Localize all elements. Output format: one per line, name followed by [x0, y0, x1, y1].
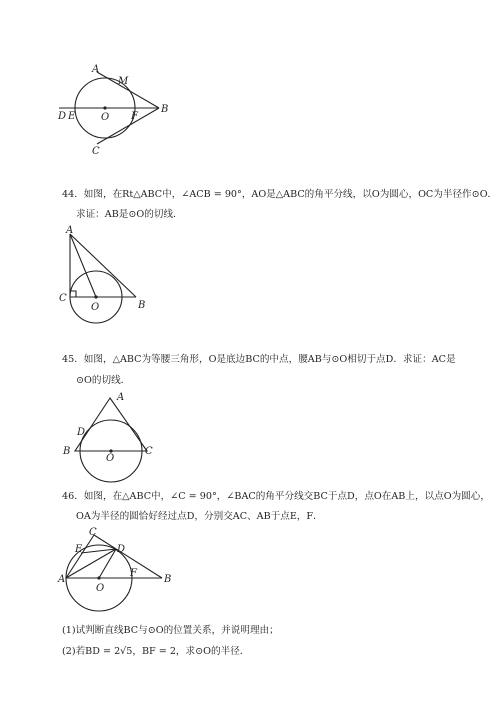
fig46-label-C: C [89, 527, 97, 538]
fig46-label-D: D [117, 544, 126, 555]
fig43-label-B: B [161, 104, 169, 115]
fig45-label-C: C [145, 446, 153, 457]
figure-46 [58, 524, 173, 604]
fig43-label-E: E [68, 111, 76, 122]
fig43-label-A: A [92, 64, 100, 75]
fig46-label-E: E [75, 544, 83, 555]
fig46-label-B: B [164, 574, 172, 585]
q46-line-2: OA为半径的圆恰好经过点D，分别交AC、AB于点E，F． [76, 511, 323, 522]
q44-line-1: 44．如图，在Rt△ABC中，∠ACB = 90°，AO是△ABC的角平分线，以O为圆心，OC为半径作⊙O． [62, 189, 498, 200]
fig43-label-O: O [101, 112, 110, 123]
q45-line-1: 45．如图，△ABC为等腰三角形，O是底边BC的中点，腰AB与⊙O相切于点D．求证：AC是 [62, 354, 456, 365]
figure-45 [60, 390, 160, 470]
fig46-bisector-AD [66, 549, 116, 578]
fig46-label-O: O [96, 583, 105, 594]
fig45-triangle [75, 398, 147, 451]
figure-43 [55, 58, 185, 158]
fig46-label-A: A [58, 574, 66, 585]
fig46-center-dot [97, 576, 100, 579]
fig45-label-A: A [117, 392, 125, 403]
fig43-label-F: F [131, 111, 138, 122]
fig43-label-C: C [92, 146, 100, 157]
figure-44 [58, 224, 158, 329]
fig46-label-F: F [130, 568, 137, 579]
fig43-label-M: M [118, 76, 129, 87]
fig44-label-A: A [66, 225, 74, 236]
fig43-center-dot [103, 106, 106, 109]
q45-line-2: ⊙O的切线． [76, 375, 131, 386]
fig45-label-B: B [63, 446, 71, 457]
fig45-label-D: D [77, 427, 86, 438]
fig46-side-AC [66, 535, 94, 578]
fig46-side-CB [94, 535, 162, 578]
fig45-label-O: O [106, 453, 115, 464]
q46-line-1: 46．如图，在△ABC中，∠C = 90°，∠BAC的角平分线交BC于点D，点O在AB上，以点O为圆心， [62, 491, 490, 502]
fig44-label-C: C [59, 293, 67, 304]
q44-line-2: 求证：AB是⊙O的切线． [76, 209, 183, 220]
fig43-label-D: D [58, 111, 67, 122]
fig44-bisector-AO [70, 234, 96, 297]
fig44-side-AB [70, 234, 136, 297]
q46-part-2: (2)若BD = 2√5，BF = 2，求⊙O的半径． [62, 646, 250, 657]
fig44-center-dot [94, 295, 97, 298]
fig44-label-O: O [91, 302, 100, 313]
q46-part-1: (1)试判断直线BC与⊙O的位置关系，并说明理由； [62, 625, 279, 636]
fig44-label-B: B [138, 300, 146, 311]
